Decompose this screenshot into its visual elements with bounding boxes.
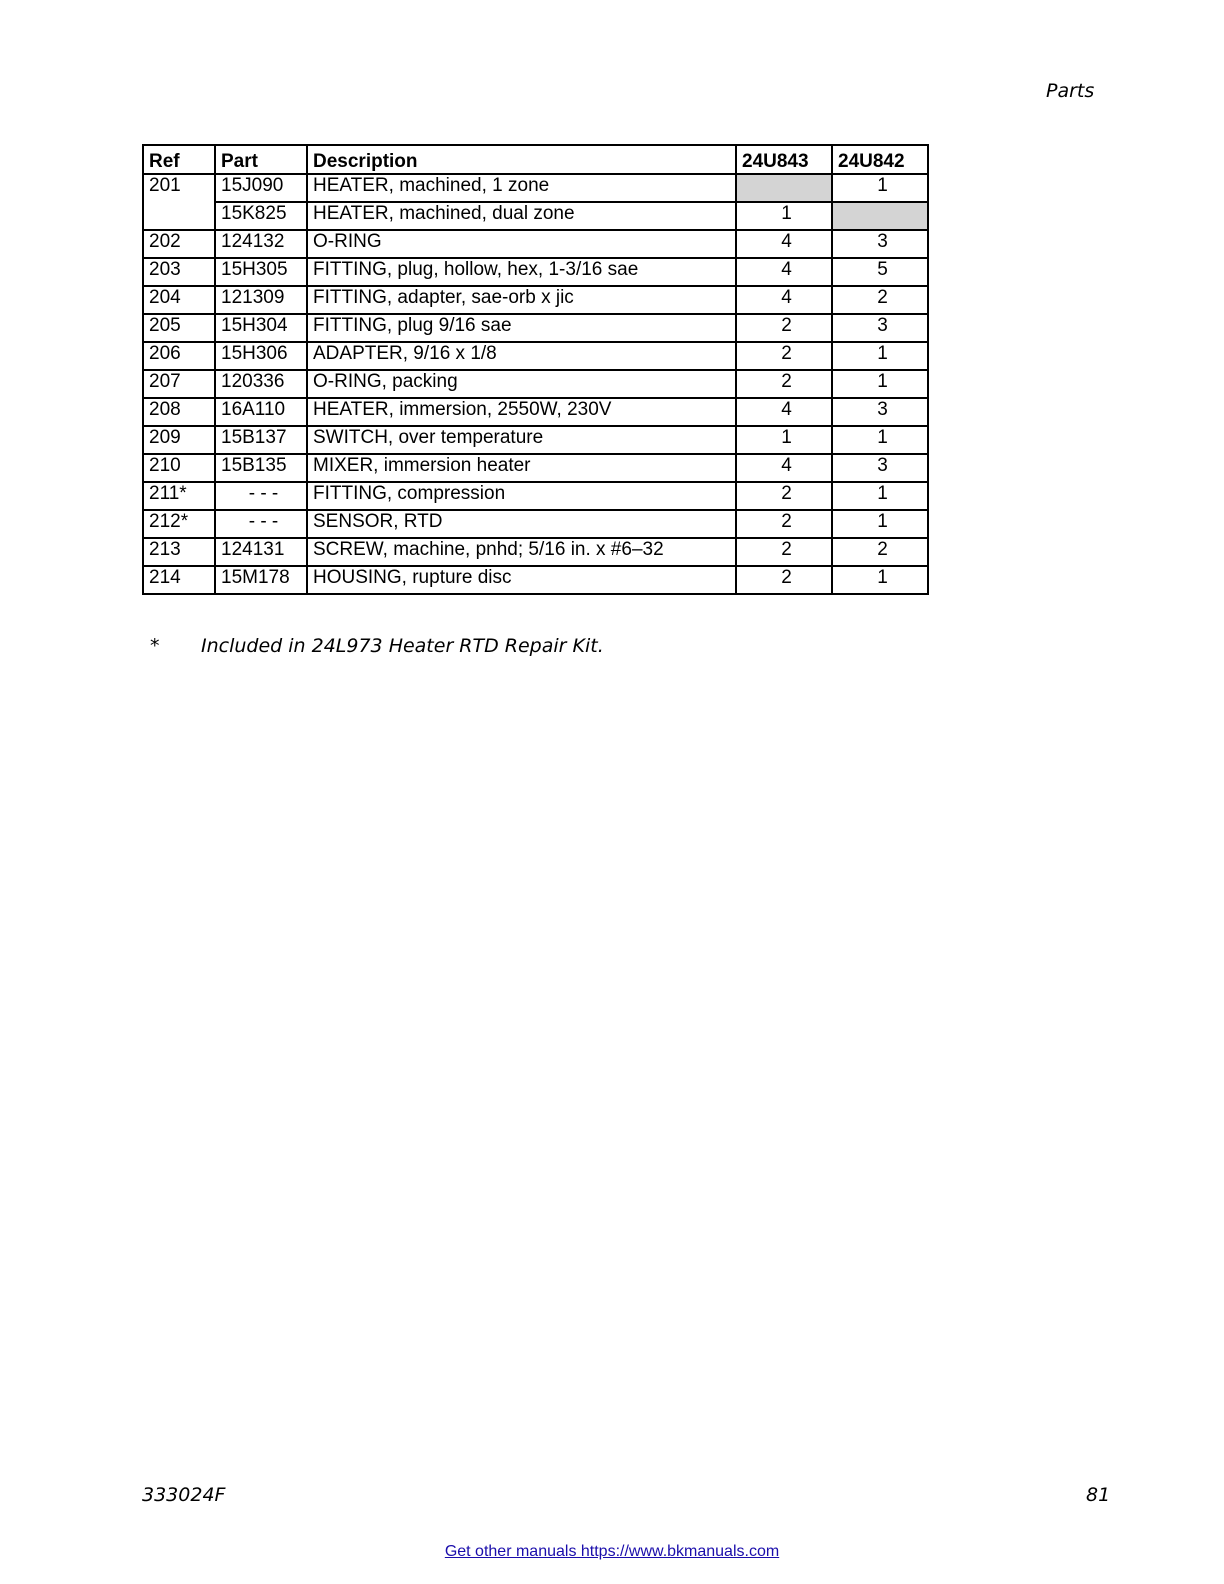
part-cell: 124132 xyxy=(215,230,307,258)
parts-table xyxy=(142,144,929,595)
ref-cell: 213 xyxy=(143,538,215,566)
ref-cell: 202 xyxy=(143,230,215,258)
column-header-ref: Ref xyxy=(143,145,215,174)
part-cell: 15K825 xyxy=(215,202,307,230)
description-cell: FITTING, adapter, sae-orb x jic xyxy=(307,286,736,314)
part-cell: 15M178 xyxy=(215,566,307,594)
qty-24u842-cell: 3 xyxy=(832,454,928,482)
table-row xyxy=(143,538,928,566)
part-cell: 15H305 xyxy=(215,258,307,286)
part-cell: 120336 xyxy=(215,370,307,398)
qty-24u843-cell: 4 xyxy=(736,258,832,286)
column-header-24u842: 24U842 xyxy=(832,145,928,174)
qty-24u843-cell: 2 xyxy=(736,370,832,398)
table-row xyxy=(143,174,928,202)
part-cell: 15H304 xyxy=(215,314,307,342)
part-cell: 15J090 xyxy=(215,174,307,202)
part-cell: 15H306 xyxy=(215,342,307,370)
column-header-part: Part xyxy=(215,145,307,174)
column-header-24u843: 24U843 xyxy=(736,145,832,174)
qty-24u842-cell: 1 xyxy=(832,482,928,510)
table-row xyxy=(143,454,928,482)
qty-24u842-cell: 3 xyxy=(832,314,928,342)
part-cell: 124131 xyxy=(215,538,307,566)
table-row xyxy=(143,202,928,230)
qty-24u843-cell: 2 xyxy=(736,342,832,370)
description-cell: HEATER, machined, dual zone xyxy=(307,202,736,230)
qty-24u842-cell: 1 xyxy=(832,174,928,202)
qty-24u843-cell: 1 xyxy=(736,202,832,230)
qty-24u842-cell: 5 xyxy=(832,258,928,286)
qty-24u843-cell: 4 xyxy=(736,398,832,426)
part-cell: 16A110 xyxy=(215,398,307,426)
description-cell: O-RING, packing xyxy=(307,370,736,398)
ref-cell: 201 xyxy=(143,174,215,230)
description-cell: FITTING, plug, hollow, hex, 1-3/16 sae xyxy=(307,258,736,286)
qty-24u843-cell: 2 xyxy=(736,314,832,342)
table-row xyxy=(143,370,928,398)
page-number: 81 xyxy=(1086,1484,1111,1506)
description-cell: MIXER, immersion heater xyxy=(307,454,736,482)
description-cell: ADAPTER, 9/16 x 1/8 xyxy=(307,342,736,370)
qty-24u842-cell: 3 xyxy=(832,230,928,258)
ref-cell: 204 xyxy=(143,286,215,314)
table-header-row xyxy=(143,145,928,174)
description-cell: O-RING xyxy=(307,230,736,258)
description-cell: HOUSING, rupture disc xyxy=(307,566,736,594)
part-cell: 15B137 xyxy=(215,426,307,454)
description-cell: SWITCH, over temperature xyxy=(307,426,736,454)
manuals-link[interactable]: Get other manuals https://www.bkmanuals.com xyxy=(444,1543,780,1560)
table-row xyxy=(143,286,928,314)
table-row xyxy=(143,482,928,510)
ref-cell: 210 xyxy=(143,454,215,482)
ref-cell: 205 xyxy=(143,314,215,342)
qty-24u842-cell: 1 xyxy=(832,426,928,454)
part-cell: - - - xyxy=(215,482,307,510)
qty-24u842-cell: 2 xyxy=(832,286,928,314)
qty-24u843-cell: 4 xyxy=(736,454,832,482)
qty-24u842-cell xyxy=(832,202,928,230)
qty-24u843-cell xyxy=(736,174,832,202)
description-cell: FITTING, compression xyxy=(307,482,736,510)
ref-cell: 206 xyxy=(143,342,215,370)
qty-24u843-cell: 4 xyxy=(736,286,832,314)
description-cell: FITTING, plug 9/16 sae xyxy=(307,314,736,342)
part-cell: - - - xyxy=(215,510,307,538)
column-header-description: Description xyxy=(307,145,736,174)
ref-cell: 207 xyxy=(143,370,215,398)
qty-24u842-cell: 3 xyxy=(832,398,928,426)
description-cell: SCREW, machine, pnhd; 5/16 in. x #6–32 xyxy=(307,538,736,566)
table-row xyxy=(143,398,928,426)
document-number: 333024F xyxy=(142,1484,226,1506)
ref-cell: 209 xyxy=(143,426,215,454)
ref-cell: 211* xyxy=(143,482,215,510)
part-cell: 15B135 xyxy=(215,454,307,482)
table-row xyxy=(143,566,928,594)
qty-24u843-cell: 2 xyxy=(736,566,832,594)
footnote-marker: * xyxy=(150,635,160,657)
description-cell: SENSOR, RTD xyxy=(307,510,736,538)
ref-cell: 203 xyxy=(143,258,215,286)
part-cell: 121309 xyxy=(215,286,307,314)
table-row xyxy=(143,258,928,286)
qty-24u843-cell: 2 xyxy=(736,482,832,510)
table-row xyxy=(143,314,928,342)
table-row xyxy=(143,342,928,370)
qty-24u842-cell: 1 xyxy=(832,342,928,370)
table-row xyxy=(143,426,928,454)
ref-cell: 212* xyxy=(143,510,215,538)
table-row xyxy=(143,230,928,258)
description-cell: HEATER, machined, 1 zone xyxy=(307,174,736,202)
qty-24u842-cell: 1 xyxy=(832,370,928,398)
footnote-text: Included in 24L973 Heater RTD Repair Kit. xyxy=(201,635,604,657)
qty-24u842-cell: 2 xyxy=(832,538,928,566)
qty-24u843-cell: 2 xyxy=(736,510,832,538)
qty-24u843-cell: 2 xyxy=(736,538,832,566)
ref-cell: 214 xyxy=(143,566,215,594)
table-row xyxy=(143,510,928,538)
ref-cell: 208 xyxy=(143,398,215,426)
qty-24u842-cell: 1 xyxy=(832,566,928,594)
qty-24u843-cell: 4 xyxy=(736,230,832,258)
section-title: Parts xyxy=(1046,80,1095,102)
description-cell: HEATER, immersion, 2550W, 230V xyxy=(307,398,736,426)
qty-24u842-cell: 1 xyxy=(832,510,928,538)
qty-24u843-cell: 1 xyxy=(736,426,832,454)
